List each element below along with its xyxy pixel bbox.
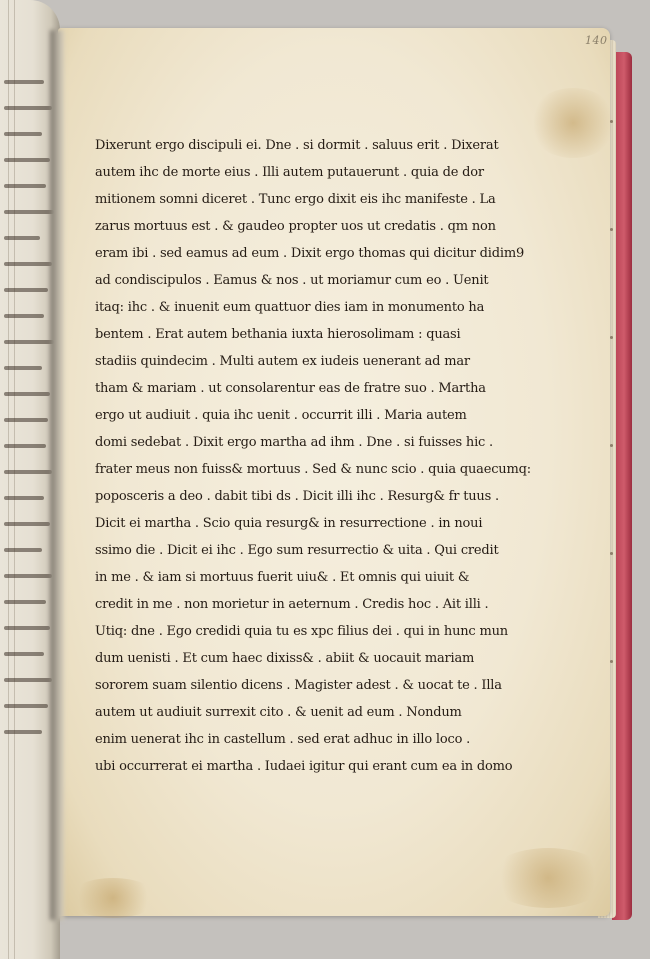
text-fragment	[4, 158, 50, 162]
text-fragment	[4, 314, 44, 318]
text-fragment	[4, 418, 48, 422]
text-fragment	[4, 600, 46, 604]
text-fragment	[4, 340, 54, 344]
text-fragment	[4, 210, 54, 214]
foxing-stain	[528, 88, 618, 158]
text-fragment	[4, 106, 52, 110]
text-fragment	[4, 366, 42, 370]
text-fragment	[4, 548, 42, 552]
pricking-mark	[610, 228, 613, 231]
folio-number: 140	[585, 34, 608, 47]
text-line: credit in me . non morietur in aeternum . Credis hoc . Ait illi .	[95, 597, 489, 612]
text-fragment	[4, 184, 46, 188]
text-fragment	[4, 522, 50, 526]
text-fragment	[4, 470, 52, 474]
text-fragment	[4, 678, 52, 682]
text-line: bentem . Erat autem bethania iuxta hierosolimam : quasi	[95, 327, 461, 342]
text-line: ubi occurrerat ei martha . Iudaei igitur qui erant cum ea in domo	[95, 759, 513, 774]
text-fragment	[4, 496, 44, 500]
foxing-stain	[488, 848, 608, 908]
text-line: ssimo die . Dicit ei ihc . Ego sum resurrectio & uita . Qui credit	[95, 543, 499, 558]
book-gutter-shadow	[50, 30, 64, 920]
text-line: zarus mortuus est . & gaudeo propter uos ut credatis . qm non	[95, 219, 496, 234]
pricking-mark	[610, 552, 613, 555]
text-line: stadiis quindecim . Multi autem ex iudeis uenerant ad mar	[95, 354, 470, 369]
text-line: poposceris a deo . dabit tibi ds . Dicit illi ihc . Resurg& fr tuus .	[95, 489, 499, 504]
text-fragment	[4, 444, 46, 448]
text-fragment	[4, 704, 48, 708]
text-line: frater meus non fuiss& mortuus . Sed & nunc scio . quia quaecumq:	[95, 462, 531, 477]
pricking-mark	[610, 336, 613, 339]
pricking-mark	[610, 444, 613, 447]
text-fragment	[4, 574, 52, 578]
text-fragment	[4, 262, 52, 266]
text-line: ergo ut audiuit . quia ihc uenit . occurrit illi . Maria autem	[95, 408, 467, 423]
text-fragment	[4, 236, 40, 240]
text-line: Utiq: dne . Ego credidi quia tu es xpc filius dei . qui in hunc mun	[95, 624, 508, 639]
text-fragment	[4, 626, 50, 630]
text-line: enim uenerat ihc in castellum . sed erat adhuc in illo loco .	[95, 732, 471, 747]
text-line: ad condiscipulos . Eamus & nos . ut moriamur cum eo . Uenit	[95, 273, 489, 288]
text-line: dum uenisti . Et cum haec dixiss& . abiit & uocauit mariam	[95, 651, 475, 666]
pricking-marks	[610, 120, 612, 740]
text-line: autem ut audiuit surrexit cito . & uenit ad eum . Nondum	[95, 705, 462, 720]
text-line: eram ibi . sed eamus ad eum . Dixit ergo thomas qui dicitur didim9	[95, 246, 525, 261]
text-line: autem ihc de morte eius . Illi autem putauerunt . quia de dor	[95, 165, 484, 180]
pricking-mark	[610, 660, 613, 663]
text-fragment	[4, 132, 42, 136]
text-line: Dicit ei martha . Scio quia resurg& in resurrectione . in noui	[95, 516, 483, 531]
text-fragment	[4, 80, 44, 84]
text-fragment	[4, 730, 42, 734]
text-line: in me . & iam si mortuus fuerit uiu& . Et omnis qui uiuit &	[95, 570, 470, 585]
text-fragment	[4, 652, 44, 656]
text-fragment	[4, 288, 48, 292]
text-line: Dixerunt ergo discipuli ei. Dne . si dormit . saluus erit . Dixerat	[95, 138, 499, 153]
text-fragment	[4, 392, 50, 396]
manuscript-text-block	[95, 132, 535, 780]
text-line: tham & mariam . ut consolarentur eas de fratre suo . Martha	[95, 381, 486, 396]
text-line: itaq: ihc . & inuenit eum quattuor dies iam in monumento ha	[95, 300, 485, 315]
pricking-mark	[610, 120, 613, 123]
text-line: sororem suam silentio dicens . Magister adest . & uocat te . Illa	[95, 678, 502, 693]
text-line: mitionem somni diceret . Tunc ergo dixit eis ihc manifeste . La	[95, 192, 496, 207]
foxing-stain	[68, 878, 158, 918]
text-line: domi sedebat . Dixit ergo martha ad ihm . Dne . si fuisses hic .	[95, 435, 493, 450]
